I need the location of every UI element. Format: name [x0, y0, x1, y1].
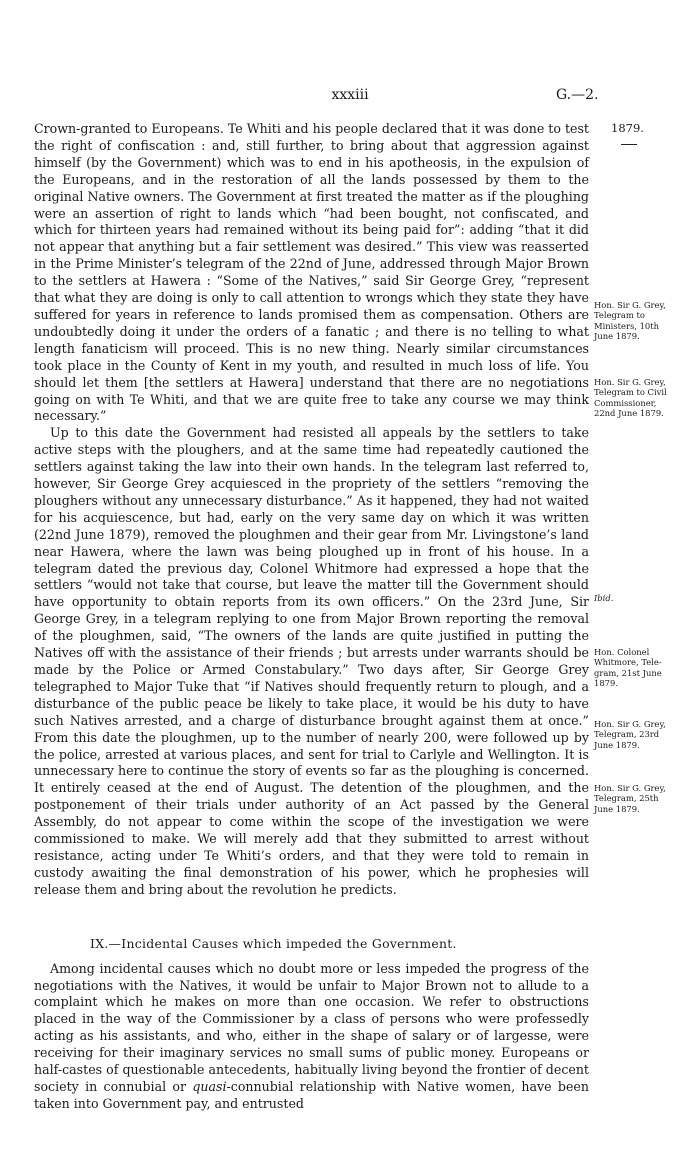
page-reference: G.—2. — [556, 87, 599, 103]
margin-note-line: 1879. — [594, 677, 618, 688]
margin-note-line: gram, 21st June — [594, 667, 662, 678]
margin-note-line: June 1879. — [594, 739, 640, 750]
body-text — [34, 121, 589, 1113]
margin-note-line: Hon. Sir G. Grey, — [594, 719, 666, 729]
margin-note-line: Commissioner, — [594, 397, 657, 408]
margin-note-6 — [594, 783, 700, 814]
margin-note-line: Ibid. — [594, 593, 614, 603]
paragraph-text: Among incidental causes which no doubt more or less impeded the progress of the negotiations with the Natives, it would be unfair to Major Brown not to allude to a complaint which he makes on more than one occasion. We refer to obstructions placed in the way of the Commissioner by a class of persons who were professedly acting as his assistants, and who, either in the shape of salary or of largesse, were receiving for their imaginary services no small sums of public money. Europeans or half-castes of questionable antecedents, habitually living beyond the frontier of decent society in connubial or — [34, 960, 589, 1094]
margin-note-line: 22nd June 1879. — [594, 407, 664, 418]
page-number: xxxiii — [331, 87, 369, 103]
paragraph: Crown-granted to Europeans. Te Whiti and his people declared that it was done to test the right of confiscation : and, still further, to bring about that aggression against himself (by the Government) which was to end in his apotheosis, in the expulsion of the Europeans, and in the restoration of all the lands possessed by them to the original Native owners. The Government at first treated the matter as if the ploughing were an assertion of right to lands which “had been bought, not confiscated, and which for thirteen years had remained without its being paid for”: adding “that it did not appear that anything but a fair settlement was desired.” This view was reasserted in the Prime Minister’s telegram of the 22nd of June, addressed through Major Brown to the settlers at Hawera : “Some of the Natives,” said Sir George Grey, “represent that what they are doing is only to call attention to wrongs which they state they have suffered for years in reference to lands promised them as compensation. Others are undoubtedly doing it under the orders of a fanatic ; and there is no telling to what length fanaticism will proceed. This is no new thing. Nearly similar circumstances took place in the County of Kent in my youth, and resulted in much loss of life. You should let them [the settlers at Hawera] understand that there are no negotiations going on with Te Whiti, and that we are quite free to take any course we may think necessary.” — [34, 121, 589, 424]
margin-note-3 — [594, 593, 700, 603]
margin-note-line: Telegram, 23rd — [594, 729, 660, 740]
paragraph-text: -connubial relationship with Native women, have been taken into Government pay, and entrusted — [34, 1078, 589, 1111]
margin-note-line: Ministers, 10th — [594, 320, 659, 331]
margin-note-4 — [594, 647, 700, 688]
margin-note-1 — [594, 300, 700, 341]
section-heading: IX.—Incidental Causes which impeded the Government. — [90, 935, 457, 951]
margin-note-line: June 1879. — [594, 330, 640, 341]
margin-note-line: Hon. Colonel — [594, 647, 650, 657]
margin-note-line: Telegram to — [594, 310, 645, 321]
paragraph-italic: quasi — [192, 1078, 227, 1094]
margin-note-line: Telegram, 25th — [594, 793, 659, 804]
margin-note-line: Telegram to Civil — [594, 387, 667, 398]
paragraph: Up to this date the Government had resisted all appeals by the settlers to take active steps with the ploughers, and at the same time had repeatedly cautioned the settlers against taking the law into their own hands. In the telegram last referred to, however, Sir George Grey acquiesced in the propriety of the settlers “removing the ploughers without any unnecessary disturbance.” As it happened, they had not waited for his acquiescence, but had, early on the very same day on which it was written (22nd June 1879), removed the ploughmen and their gear from Mr. Livingstone’s land near Hawera, where the lawn was being ploughed up in front of his house. In a telegram dated the previous day, Colonel Whitmore had expressed a hope that the settlers “would not take that course, but leave the matter till the Government should have opportunity to obtain reports from its own officers.” On the 23rd June, Sir George Grey, in a telegram replying to one from Major Brown reporting the removal of the ploughmen, said, “The owners of the lands are quite justified in putting the Natives off with the assistance of their friends ; but arrests under warrants should be made by the Police or Armed Constabulary.” Two days after, Sir George Grey telegraphed to Major Tuke that “if Natives should frequently return to plough, and a disturbance of the public peace be likely to take place, it would be his duty to have such Natives arrested, and a charge of disturbance brought against them at once.” From this date the ploughmen, up to the number of nearly 200, were followed up by the police, arrested at various places, and sent for trial to Carlyle and Wellington. It is unnecessary here to continue the story of events so far as the ploughing is concerned. It entirely ceased at the end of August. The detention of the ploughmen, and the postponement of their trials under authority of an Act passed by the General Assembly, do not appear to come within the scope of the investigation we were commissioned to make. We will merely add that they submitted to arrest without resistance, acting under Te Whiti’s orders, and that they were told to remain in custody awaiting the final demonstration of his power, which he prophesies will release them and bring about the revolution he predicts. — [34, 425, 589, 897]
margin-note-line: June 1879. — [594, 803, 640, 814]
margin-note-5 — [594, 719, 700, 750]
margin-note-line: Whitmore, Tele- — [594, 657, 662, 668]
margin-note-line: Hon. Sir G. Grey, — [594, 783, 666, 793]
margin-note-line: Hon. Sir G. Grey, — [594, 377, 666, 387]
margin-dash — [621, 144, 637, 145]
margin-note-line: Hon. Sir G. Grey, — [594, 300, 666, 310]
margin-year: 1879. — [611, 121, 644, 135]
paragraph — [34, 961, 589, 1113]
margin-note-2 — [594, 377, 700, 418]
